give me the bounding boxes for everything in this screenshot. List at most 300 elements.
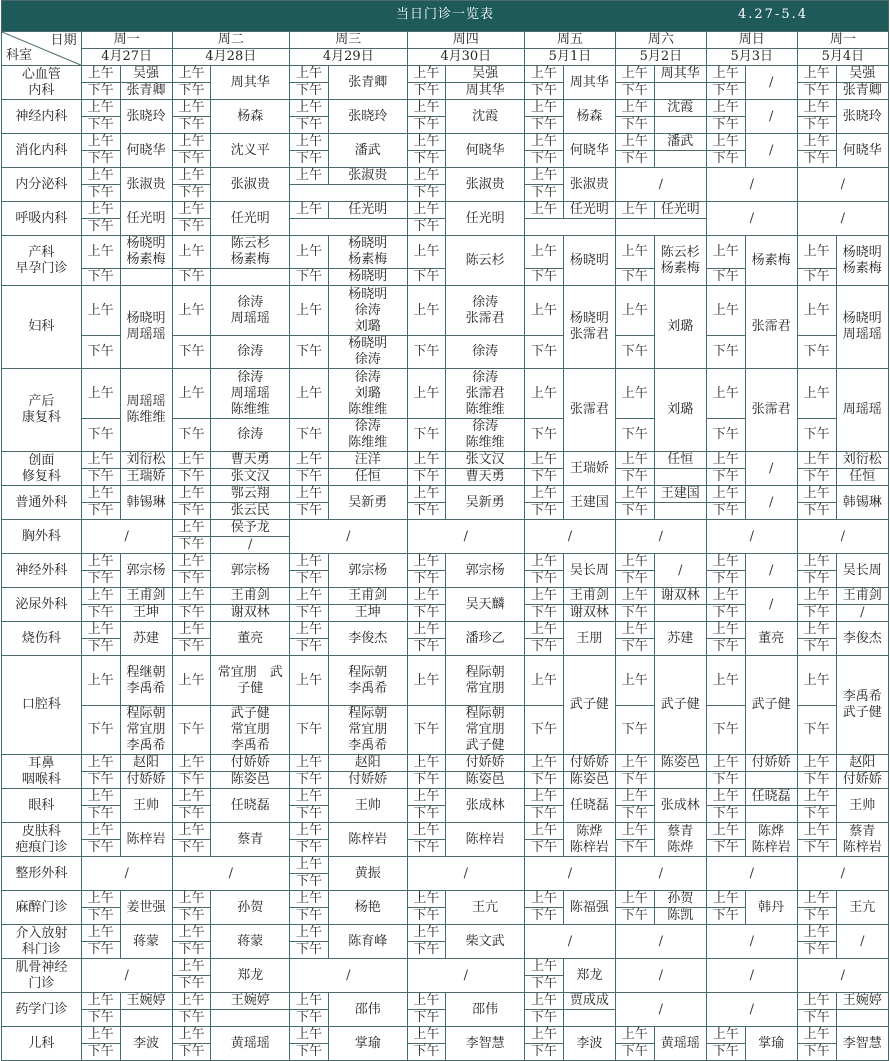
department-name: 神经外科 [2,554,82,588]
period-am: 上午 [525,100,564,117]
period-pm: 下午 [797,908,836,925]
doctor-cell: 郑龙 [211,959,290,993]
period-pm: 下午 [172,419,211,452]
period-pm: 下午 [525,185,564,202]
period-am: 上午 [172,520,211,537]
period-am: 上午 [797,66,836,83]
no-clinic: / [615,925,706,959]
doctor-cell-am: 陈姿邑 [654,755,706,772]
dept-row-am [2,202,889,219]
period-am: 上午 [172,588,211,605]
period-pm: 下午 [706,772,745,789]
period-pm: 下午 [615,772,654,789]
period-am: 上午 [407,486,446,503]
doctor-cell-am: 任晓磊 [745,789,797,806]
department-name: 妇科 [2,286,82,369]
doctor-cell-am: 任光明 [654,202,706,219]
dept-row-am [2,891,889,908]
period-pm: 下午 [797,571,836,588]
period-pm: 下午 [81,336,120,369]
period-am: 上午 [407,236,446,269]
no-clinic: / [290,520,407,554]
period-am: 上午 [81,369,120,419]
period-pm: 下午 [407,185,446,202]
dept-row-am [2,134,889,151]
department-name: 麻醉门诊 [2,891,82,925]
doctor-cell-pm [836,1010,888,1027]
doctor-cell-pm: 徐涛 陈维维 [328,419,407,452]
doctor-cell: 张晓玲 [120,100,172,134]
doctor-cell: 李禹希 武子健 [836,656,888,755]
period-am: 上午 [81,452,120,469]
no-clinic: / [81,520,172,554]
doctor-cell: 蒋蒙 [211,925,290,959]
dept-row-am [2,66,889,83]
no-clinic: / [836,925,888,959]
doctor-cell: 蔡青 陈梓岩 [836,823,888,857]
period-pm: 下午 [81,806,120,823]
day-weekday: 周二 [172,32,289,49]
doctor-cell-pm: 任恒 [836,469,888,486]
period-am: 上午 [81,134,120,151]
day-weekday: 周六 [615,32,706,49]
doctor-cell-pm: 徐涛 [446,336,525,369]
doctor-cell-am: 张淑贵 [328,168,407,185]
period-pm: 下午 [407,806,446,823]
doctor-cell-am: 程际朝 李禹希 [328,656,407,706]
period-am: 上午 [706,134,745,151]
period-pm: 下午 [172,942,211,959]
period-am: 上午 [290,789,329,806]
period-am: 上午 [797,656,836,706]
period-pm: 下午 [81,1010,120,1027]
period-pm: 下午 [407,942,446,959]
doctor-cell-pm: 付娇娇 [836,772,888,789]
period-pm: 下午 [290,117,329,134]
period-am: 上午 [706,286,745,336]
doctor-cell-pm: / [836,605,888,622]
doctor-cell-am: 徐涛 张霈君 陈维维 [446,369,525,419]
doctor-cell: 张晓玲 [836,100,888,134]
period-am: 上午 [615,369,654,419]
doctor-cell-pm: 王瑞娇 [120,469,172,486]
no-clinic: / [706,993,797,1027]
period-am: 上午 [525,452,564,469]
period-am: 上午 [525,1027,564,1044]
period-pm: 下午 [615,151,654,168]
period-am: 上午 [290,755,329,772]
doctor-cell: 掌瑜 [745,1027,797,1061]
period-am: 上午 [525,486,564,503]
doctor-cell-pm: 谢双林 [563,605,615,622]
period-am: 上午 [407,452,446,469]
dept-row-am [2,622,889,639]
doctor-cell-am: 任光明 [328,202,407,219]
period-am: 上午 [290,452,329,469]
doctor-cell: 王建国 [563,486,615,520]
period-pm: 下午 [525,117,564,134]
period-am: 上午 [706,789,745,806]
dept-row-am [2,925,889,942]
period-am: 上午 [525,236,564,269]
department-name: 创面 修复科 [2,452,82,486]
department-name: 产后 康复科 [2,369,82,452]
doctor-cell: 张淑贵 [563,168,615,202]
doctor-cell: 王瑞娇 [563,452,615,486]
doctor-cell-am: 杨晓明 徐涛 刘璐 [328,286,407,336]
doctor-cell: 王帅 [328,789,407,823]
doctor-cell-am: 王甫剑 [120,588,172,605]
period-pm: 下午 [172,83,211,100]
doctor-cell: 杨晓明 周瑶瑶 [836,286,888,369]
doctor-cell: 韩锡琳 [120,486,172,520]
period-am: 上午 [797,236,836,269]
no-clinic: / [615,993,706,1027]
period-pm: 下午 [81,469,120,486]
period-am: 上午 [615,789,654,806]
doctor-cell-pm: 王坤 [328,605,407,622]
department-name: 呼吸内科 [2,202,82,236]
period-am: 上午 [797,789,836,806]
header-row-weekday [2,32,889,49]
doctor-cell-am: 徐涛 张霈君 [446,286,525,336]
doctor-cell-pm: 任恒 [328,469,407,486]
period-pm: 下午 [81,151,120,168]
doctor-cell: 邵伟 [446,993,525,1027]
doctor-cell-pm: 程际朝 常宜朋 李禹希 [328,706,407,755]
period-pm: 下午 [172,908,211,925]
doctor-cell-pm: 周其华 [446,83,525,100]
period-am: 上午 [407,993,446,1010]
period-pm: 下午 [797,503,836,520]
period-am: 上午 [290,369,329,419]
period-pm: 下午 [290,336,329,369]
period-pm: 下午 [290,151,329,168]
period-am: 上午 [172,168,211,185]
period-am: 上午 [525,823,564,840]
period-pm: 下午 [81,571,120,588]
period-pm: 下午 [706,840,745,857]
period-am: 上午 [172,993,211,1010]
period-am: 上午 [290,993,329,1010]
period-pm: 下午 [172,976,211,993]
period-pm: 下午 [525,840,564,857]
period-pm: 下午 [706,639,745,656]
period-am: 上午 [407,100,446,117]
doctor-cell-pm [654,151,706,168]
period-am: 上午 [172,202,211,219]
no-clinic: / [525,857,616,891]
period-am: 上午 [706,554,745,571]
no-clinic: / [407,857,524,891]
doctor-cell-am: 吴强 [836,66,888,83]
period-pm: 下午 [706,269,745,286]
period-pm: 下午 [407,419,446,452]
no-clinic: / [407,520,524,554]
period-pm: 下午 [81,605,120,622]
no-clinic: / [745,452,797,486]
period-am: 上午 [290,66,329,83]
doctor-cell-am: 王婉婷 [211,993,290,1010]
schedule-table [1,0,889,1061]
department-name: 儿科 [2,1027,82,1061]
doctor-cell: 王朋 [563,622,615,656]
dept-row-am [2,168,889,185]
period-am: 上午 [797,1027,836,1044]
period-pm: 下午 [290,706,329,755]
doctor-cell: 杨晓明 周瑶瑶 [120,286,172,369]
day-date: 4月30日 [407,49,524,66]
period-am: 上午 [81,1027,120,1044]
period-pm: 下午 [525,976,564,993]
doctor-cell: 李波 [120,1027,172,1061]
period-pm: 下午 [172,772,211,789]
period-am: 上午 [172,369,211,419]
period-pm: 下午 [525,571,564,588]
doctor-cell: 周瑶瑶 [836,369,888,452]
period-pm: 下午 [407,1044,446,1061]
period-am: 上午 [290,857,329,874]
period-pm: 下午 [525,806,564,823]
doctor-cell-am: 任光明 [563,202,615,219]
doctor-cell: 周瑶瑶 陈维维 [120,369,172,452]
department-name: 肌骨神经 门诊 [2,959,82,993]
doctor-cell: 何晓华 [563,134,615,168]
dept-row-am [2,236,889,269]
dept-row-am [2,959,889,976]
period-pm: 下午 [290,908,329,925]
period-pm: 下午 [172,219,211,236]
period-pm: 下午 [290,571,329,588]
period-am: 上午 [290,168,329,185]
corner-date-label: 日期 [50,33,77,48]
department-name: 药学门诊 [2,993,82,1027]
doctor-cell-am: 潘武 [654,134,706,151]
doctor-cell-am: 王婉婷 [120,993,172,1010]
doctor-cell: 杨晓明 杨素梅 [836,236,888,286]
doctor-cell: 李俊杰 [328,622,407,656]
period-am: 上午 [706,891,745,908]
no-clinic: / [81,959,172,993]
doctor-cell-pm [654,503,706,520]
period-am: 上午 [81,286,120,336]
period-pm: 下午 [407,605,446,622]
period-pm: 下午 [290,942,329,959]
no-clinic: / [706,520,797,554]
period-am: 上午 [407,1027,446,1044]
period-pm: 下午 [615,571,654,588]
period-pm: 下午 [290,806,329,823]
doctor-cell-pm: 付娇娇 [328,772,407,789]
department-name: 介入放射 科门诊 [2,925,82,959]
period-am: 上午 [615,755,654,772]
doctor-cell: 吴天麟 [446,588,525,622]
period-am: 上午 [290,891,329,908]
period-pm: 下午 [81,83,120,100]
period-pm: 下午 [290,1044,329,1061]
doctor-cell-am: 刘衍松 [836,452,888,469]
period-pm: 下午 [407,639,446,656]
doctor-cell: 沈霞 [446,100,525,134]
period-pm: 下午 [81,185,120,202]
doctor-cell: 周其华 [211,66,290,100]
period-am: 上午 [290,823,329,840]
period-pm: 下午 [81,419,120,452]
period-am: 上午 [172,755,211,772]
doctor-cell-am: 王婉婷 [836,993,888,1010]
no-clinic: / [654,554,706,588]
doctor-cell-am: 付娇娇 [211,755,290,772]
no-clinic: / [745,66,797,100]
no-clinic: / [797,959,888,993]
doctor-cell-pm [654,605,706,622]
day-date: 4月27日 [81,49,172,66]
blank-pm [290,219,407,236]
period-pm: 下午 [706,503,745,520]
period-am: 上午 [525,656,564,706]
doctor-cell-pm [563,1010,615,1027]
period-am: 上午 [407,891,446,908]
doctor-cell: 王亢 [836,891,888,925]
period-am: 上午 [290,236,329,269]
period-am: 上午 [81,993,120,1010]
period-am: 上午 [525,588,564,605]
doctor-cell-pm: 曹天勇 [446,469,525,486]
doctor-cell: 刘璐 [654,286,706,369]
period-pm: 下午 [407,1010,446,1027]
period-am: 上午 [706,486,745,503]
period-am: 上午 [290,1027,329,1044]
doctor-cell-am: 王甫剑 [836,588,888,605]
doctor-cell: 何晓华 [446,134,525,168]
period-pm: 下午 [525,908,564,925]
period-am: 上午 [525,789,564,806]
doctor-cell: 杨素梅 [745,236,797,286]
period-pm: 下午 [706,908,745,925]
doctor-cell: 潘珍乙 [446,622,525,656]
period-pm: 下午 [407,772,446,789]
period-pm: 下午 [407,840,446,857]
dept-row-am [2,789,889,806]
period-pm: 下午 [407,571,446,588]
period-am: 上午 [172,100,211,117]
period-am: 上午 [172,656,211,706]
period-am: 上午 [81,236,120,269]
doctor-cell: 潘武 [328,134,407,168]
doctor-cell: 杨艳 [328,891,407,925]
period-pm: 下午 [407,908,446,925]
period-am: 上午 [797,134,836,151]
period-pm: 下午 [172,117,211,134]
day-date: 5月4日 [797,49,888,66]
doctor-cell: 杨森 [211,100,290,134]
doctor-cell: 张成林 [446,789,525,823]
period-am: 上午 [525,369,564,419]
period-pm: 下午 [525,83,564,100]
period-am: 上午 [172,823,211,840]
no-clinic: / [407,959,524,993]
doctor-cell-am: 赵阳 [328,755,407,772]
period-am: 上午 [525,134,564,151]
period-pm: 下午 [525,269,564,286]
no-clinic: / [797,520,888,554]
period-am: 上午 [615,622,654,639]
period-am: 上午 [797,993,836,1010]
period-am: 上午 [797,891,836,908]
doctor-cell: 杨晓明 [563,236,615,286]
period-am: 上午 [290,925,329,942]
period-am: 上午 [81,66,120,83]
period-pm: 下午 [407,117,446,134]
corner-dept-label: 科室 [6,48,33,63]
doctor-cell: 陈云杉 杨素梅 [654,236,706,286]
period-am: 上午 [706,622,745,639]
period-am: 上午 [615,588,654,605]
doctor-cell: 武子健 [654,656,706,755]
period-pm: 下午 [615,1044,654,1061]
period-pm: 下午 [290,269,329,286]
doctor-cell-pm [120,269,172,286]
doctor-cell: 王帅 [836,789,888,823]
period-am: 上午 [172,134,211,151]
period-am: 上午 [172,891,211,908]
doctor-cell: 张晓玲 [328,100,407,134]
doctor-cell-am: 杨晓明 杨素梅 [120,236,172,269]
period-pm: 下午 [706,151,745,168]
period-am: 上午 [797,369,836,419]
period-pm: 下午 [81,117,120,134]
period-pm: 下午 [172,185,211,202]
period-pm: 下午 [172,336,211,369]
period-am: 上午 [706,236,745,269]
doctor-cell-am: 程继朝 李禹希 [120,656,172,706]
doctor-cell: 陈云杉 [446,236,525,286]
day-weekday: 周五 [525,32,616,49]
doctor-cell: 张霈君 [745,369,797,452]
department-name: 整形外科 [2,857,82,891]
period-pm: 下午 [290,772,329,789]
period-am: 上午 [615,1027,654,1044]
dept-row-am [2,100,889,117]
header-row-date [2,49,889,66]
doctor-cell-pm: 杨晓明 [328,269,407,286]
period-am: 上午 [81,622,120,639]
period-pm: 下午 [525,469,564,486]
period-pm: 下午 [797,942,836,959]
department-name: 产科 早孕门诊 [2,236,82,286]
doctor-cell-pm: 陈姿邑 [446,772,525,789]
day-date: 5月1日 [525,49,616,66]
period-am: 上午 [797,286,836,336]
doctor-cell: 任晓磊 [211,789,290,823]
doctor-cell: 韩丹 [745,891,797,925]
no-clinic: / [290,959,407,993]
period-pm: 下午 [172,1044,211,1061]
period-pm: 下午 [407,269,446,286]
doctor-cell: 任光明 [120,202,172,236]
period-pm: 下午 [172,503,211,520]
period-pm: 下午 [797,806,836,823]
day-weekday: 周日 [706,32,797,49]
period-pm: 下午 [172,151,211,168]
doctor-cell-pm: 张青卿 [836,83,888,100]
doctor-cell-am: 徐涛 周瑶瑶 [211,286,290,336]
period-am: 上午 [290,554,329,571]
doctor-cell: 杨晓明 张霈君 [563,286,615,369]
doctor-cell: 黄振 [328,857,407,891]
period-pm: 下午 [81,1044,120,1061]
period-am: 上午 [797,823,836,840]
